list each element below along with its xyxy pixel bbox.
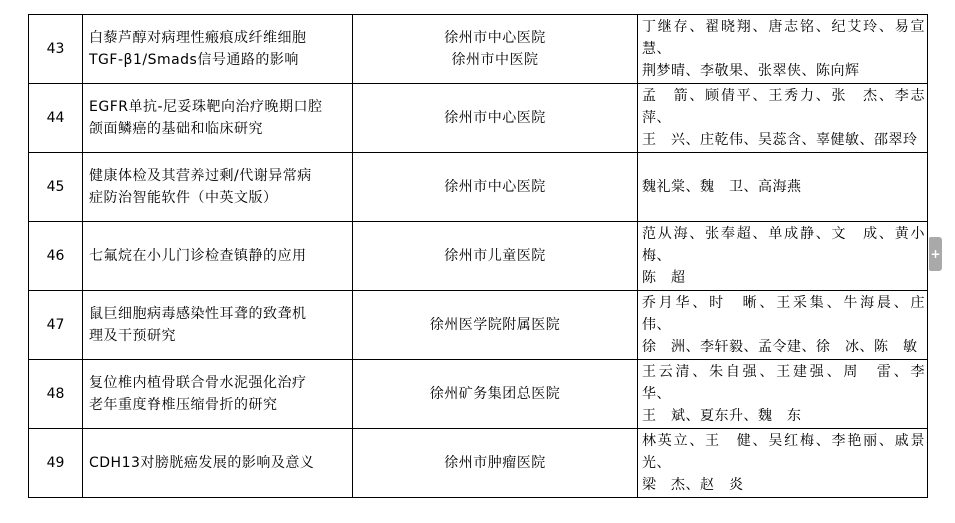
organization-text: 徐州市儿童医院 xyxy=(444,248,546,264)
organization-text: 徐州市中心医院 xyxy=(444,179,546,195)
row-number xyxy=(29,291,83,360)
organization xyxy=(353,222,638,291)
participants-text: 孟 箭、顾倩平、王秀力、张 杰、李志萍、 王 兴、庄乾伟、吴蕊含、辜健敏、邵翠玲 xyxy=(642,88,925,148)
organization-text: 徐州市肿瘤医院 xyxy=(444,455,546,471)
project-title xyxy=(83,222,353,291)
participants xyxy=(638,360,928,429)
row-number-text: 46 xyxy=(46,248,65,264)
side-expand-tab[interactable] xyxy=(929,237,942,271)
project-title xyxy=(83,429,353,498)
organization xyxy=(353,15,638,84)
project-title-text: 复位椎内植骨联合骨水泥强化治疗 老年重度脊椎压缩骨折的研究 xyxy=(89,375,307,413)
participants-text: 丁继存、翟晓翔、唐志铭、纪艾玲、易宣慧、 荆梦晴、李敬果、张翠侠、陈向辉 xyxy=(642,19,925,79)
row-number xyxy=(29,429,83,498)
organization-text: 徐州市中心医院 徐州市中医院 xyxy=(444,30,546,68)
participants xyxy=(638,84,928,153)
row-number xyxy=(29,15,83,84)
organization xyxy=(353,291,638,360)
row-number xyxy=(29,84,83,153)
table-row xyxy=(29,360,928,429)
participants-text: 范从海、张奉超、单成静、文 成、黄小梅、 陈 超 xyxy=(642,226,925,286)
table-row xyxy=(29,15,928,84)
participants xyxy=(638,429,928,498)
table-row xyxy=(29,291,928,360)
participants xyxy=(638,291,928,360)
row-number xyxy=(29,360,83,429)
row-number-text: 47 xyxy=(46,317,65,333)
document-table-container xyxy=(28,14,928,498)
project-title xyxy=(83,15,353,84)
row-number-text: 49 xyxy=(46,455,65,471)
row-number-text: 43 xyxy=(46,41,65,57)
organization-text: 徐州医学院附属医院 xyxy=(429,317,561,333)
award-table xyxy=(28,14,928,498)
organization xyxy=(353,429,638,498)
row-number-text: 44 xyxy=(46,110,65,126)
page-top-margin xyxy=(0,0,955,14)
project-title-text: 白藜芦醇对病理性瘢痕成纤维细胞 TGF-β1/Smads信号通路的影响 xyxy=(89,30,307,68)
project-title xyxy=(83,153,353,222)
participants xyxy=(638,15,928,84)
row-number xyxy=(29,222,83,291)
table-row xyxy=(29,429,928,498)
organization xyxy=(353,360,638,429)
project-title xyxy=(83,291,353,360)
participants-text: 林英立、王 健、吴红梅、李艳丽、戚景光、 梁 杰、赵 炎 xyxy=(642,433,925,493)
row-number xyxy=(29,153,83,222)
row-number-text: 45 xyxy=(46,179,65,195)
table-row xyxy=(29,84,928,153)
participants xyxy=(638,153,928,222)
project-title-text: EGFR单抗-尼妥珠靶向治疗晚期口腔 颌面鳞癌的基础和临床研究 xyxy=(89,99,323,137)
project-title-text: 鼠巨细胞病毒感染性耳聋的致聋机 理及干预研究 xyxy=(89,306,307,344)
organization xyxy=(353,153,638,222)
organization xyxy=(353,84,638,153)
project-title-text: 健康体检及其营养过剩/代谢异常病 症防治智能软件（中英文版） xyxy=(89,168,312,206)
project-title xyxy=(83,84,353,153)
row-number-text: 48 xyxy=(46,386,65,402)
organization-text: 徐州矿务集团总医院 xyxy=(429,386,561,402)
participants-text: 魏礼棠、魏 卫、高海燕 xyxy=(642,179,802,195)
table-row xyxy=(29,153,928,222)
project-title-text: 七氟烷在小儿门诊检查镇静的应用 xyxy=(89,248,307,264)
project-title-text: CDH13对膀胱癌发展的影响及意义 xyxy=(89,455,315,471)
table-row xyxy=(29,222,928,291)
participants-text: 乔月华、时 晰、王采集、牛海晨、庄 伟、 徐 洲、李轩毅、孟令建、徐 冰、陈 敏 xyxy=(642,295,925,355)
project-title xyxy=(83,360,353,429)
participants xyxy=(638,222,928,291)
participants-text: 王云清、朱自强、王建强、周 雷、李 华、 王 斌、夏东升、魏 东 xyxy=(642,364,925,424)
plus-icon: + xyxy=(930,247,941,261)
organization-text: 徐州市中心医院 xyxy=(444,110,546,126)
